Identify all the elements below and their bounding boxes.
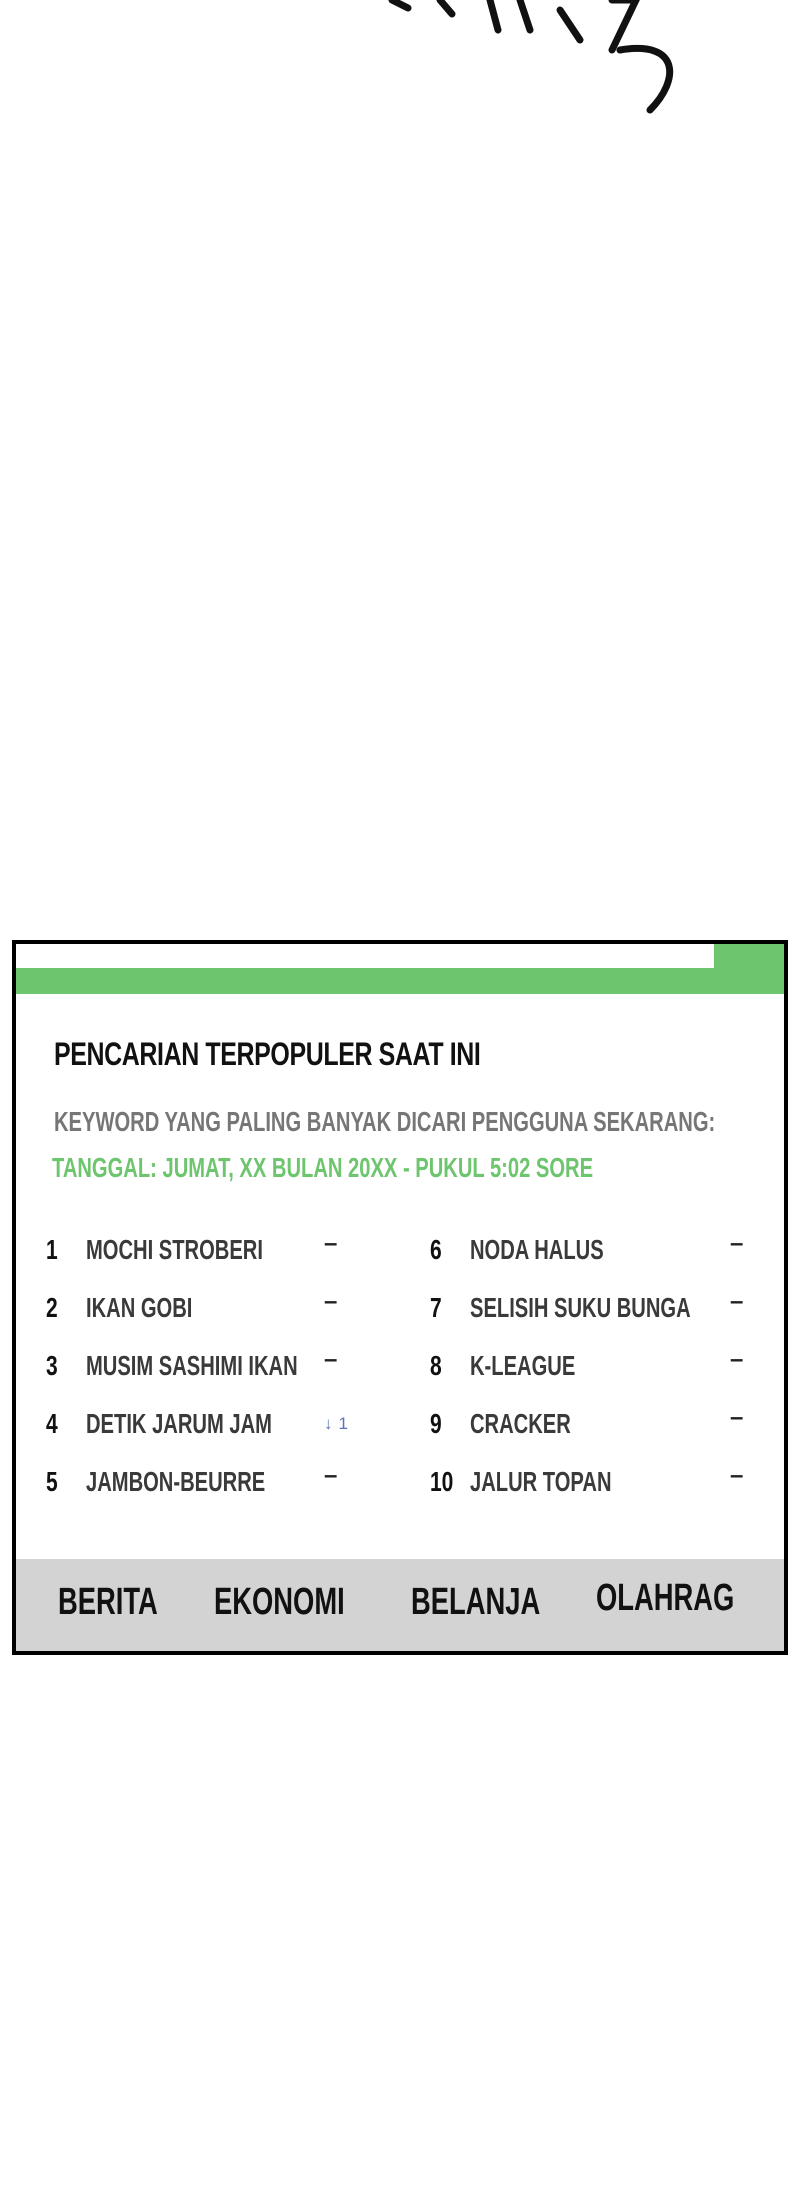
accent-bar xyxy=(16,968,784,994)
nav-berita[interactable]: BERITA xyxy=(58,1581,158,1623)
rank-number: 2 xyxy=(46,1292,58,1323)
arrow-down-icon: ↓ xyxy=(324,1414,333,1433)
nav-belanja[interactable]: BELANJA xyxy=(411,1581,541,1623)
sound-effect-strokes xyxy=(380,0,720,120)
trending-search-panel xyxy=(12,940,788,1655)
ranking-row[interactable] xyxy=(430,1230,770,1292)
rank-number: 9 xyxy=(430,1408,442,1439)
ranking-list-right xyxy=(430,1230,770,1524)
accent-corner xyxy=(714,944,784,994)
rank-keyword[interactable]: IKAN GOBI xyxy=(86,1292,193,1323)
ranking-row[interactable] xyxy=(46,1408,386,1466)
rank-change: – xyxy=(324,1288,338,1315)
rank-number: 1 xyxy=(46,1234,58,1265)
ranking-row[interactable] xyxy=(46,1230,386,1292)
rank-keyword[interactable]: K-LEAGUE xyxy=(470,1350,576,1381)
panel-date: TANGGAL: JUMAT, XX BULAN 20XX - PUKUL 5:02 SORE xyxy=(52,1152,594,1183)
nav-olahraga[interactable]: OLAHRAG xyxy=(596,1577,735,1619)
rank-number: 3 xyxy=(46,1350,58,1381)
rank-change-value: 1 xyxy=(338,1414,348,1433)
rank-change: – xyxy=(324,1346,338,1373)
ranking-row[interactable] xyxy=(430,1462,770,1524)
rank-change: – xyxy=(730,1288,744,1315)
rank-number: 8 xyxy=(430,1350,442,1381)
rank-change: – xyxy=(730,1404,744,1431)
rank-change: – xyxy=(324,1230,338,1257)
rank-number: 6 xyxy=(430,1234,442,1265)
ranking-row[interactable] xyxy=(46,1288,386,1350)
rank-change: – xyxy=(730,1230,744,1257)
rank-keyword[interactable]: NODA HALUS xyxy=(470,1234,604,1265)
ranking-row[interactable] xyxy=(46,1346,386,1408)
top-bar xyxy=(16,944,784,994)
rank-keyword[interactable]: MUSIM SASHIMI IKAN xyxy=(86,1350,298,1381)
rank-change: – xyxy=(730,1346,744,1373)
rank-keyword[interactable]: SELISIH SUKU BUNGA xyxy=(470,1292,691,1323)
rank-number: 5 xyxy=(46,1466,58,1497)
ranking-row[interactable] xyxy=(430,1288,770,1350)
rank-number: 10 xyxy=(430,1466,454,1497)
rank-change: – xyxy=(730,1462,744,1489)
panel-subtitle: KEYWORD YANG PALING BANYAK DICARI PENGGUNA SEKARANG: xyxy=(54,1106,716,1137)
rank-number: 4 xyxy=(46,1408,58,1439)
rank-change-down xyxy=(324,1414,348,1434)
rank-keyword[interactable]: JALUR TOPAN xyxy=(470,1466,612,1497)
ranking-list-left xyxy=(46,1230,386,1524)
ranking-row[interactable] xyxy=(430,1346,770,1408)
panel-title: PENCARIAN TERPOPULER SAAT INI xyxy=(54,1036,481,1072)
rank-keyword[interactable]: JAMBON-BEURRE xyxy=(86,1466,266,1497)
ranking-row[interactable] xyxy=(46,1462,386,1524)
ranking-row[interactable] xyxy=(430,1404,770,1466)
nav-ekonomi[interactable]: EKONOMI xyxy=(214,1581,345,1623)
rank-change: – xyxy=(324,1462,338,1489)
rank-keyword[interactable]: MOCHI STROBERI xyxy=(86,1234,263,1265)
rank-number: 7 xyxy=(430,1292,442,1323)
rank-keyword[interactable]: CRACKER xyxy=(470,1408,571,1439)
category-nav-bar xyxy=(16,1559,784,1651)
rank-keyword[interactable]: DETIK JARUM JAM xyxy=(86,1408,272,1439)
